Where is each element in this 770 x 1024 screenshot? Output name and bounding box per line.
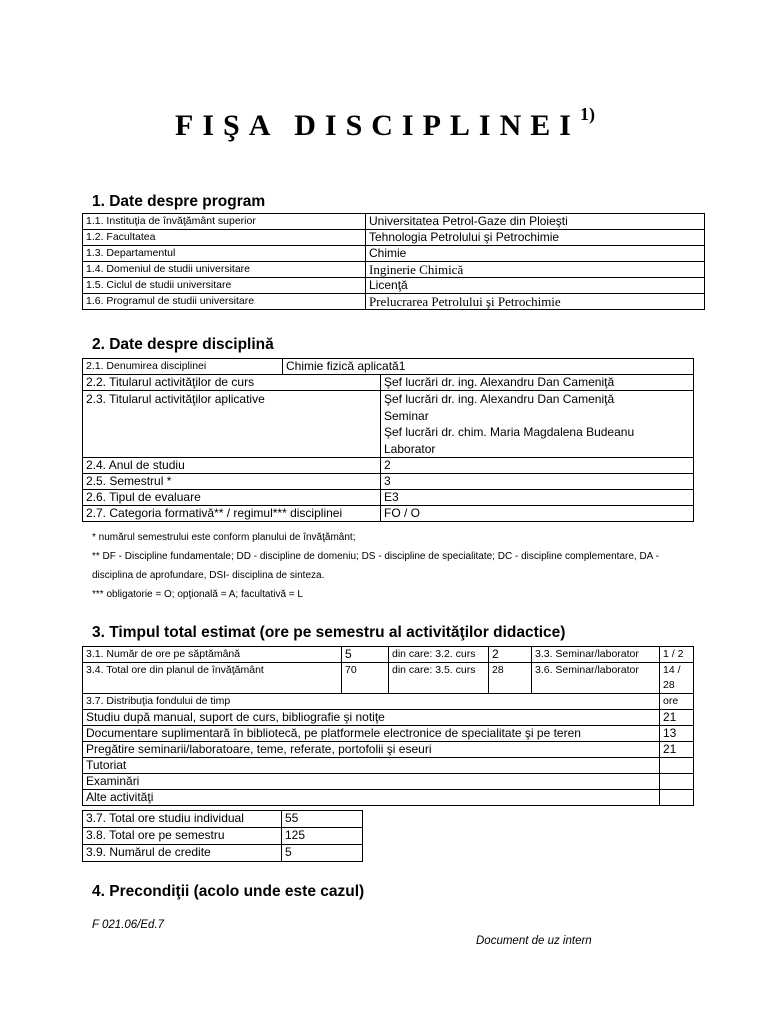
table-row: Pregătire seminarii/laboratoare, teme, referate, portofolii şi eseuri 21	[83, 742, 694, 758]
table-row: 2.3. Titularul activităţilor aplicative Şef lucrări dr. ing. Alexandru Dan Cameniţă Seminar Şef lucrări dr. chim. Maria Magdalena Budeanu Laborator	[83, 391, 694, 458]
program-table	[82, 213, 705, 310]
table-row: 1.2. Facultatea Tehnologia Petrolului şi Petrochimie	[83, 230, 705, 246]
form-code: F 021.06/Ed.7	[92, 919, 165, 931]
table-row: 3.8. Total ore pe semestru 125	[83, 828, 363, 845]
table-row: 1.6. Programul de studii universitare Prelucrarea Petrolului şi Petrochimie	[83, 294, 705, 310]
table-row: 3.1. Număr de ore pe săptămână 5 din care: 3.2. curs 2 3.3. Seminar/laborator 1 / 2	[83, 647, 694, 663]
table-row: 2.4. Anul de studiu 2	[83, 458, 694, 474]
table-row: Tutoriat	[83, 758, 694, 774]
table-row: 3.9. Numărul de credite 5	[83, 845, 363, 862]
table-row: Alte activităţi	[83, 790, 694, 806]
totals-table	[82, 810, 363, 862]
table-row: 1.4. Domeniul de studii universitare Inginerie Chimică	[83, 262, 705, 278]
footnotes: * numărul semestrului este conform planului de învăţământ; ** DF - Discipline fundamentale; DD - discipline de domeniu; DS - discipline de specialitate; DC - discipline complementare, DA - disciplina de aprofundare, DSI- disciplina de sinteza. *** obligatorie = O; opţională = A; facultativă = L	[92, 532, 659, 600]
table-row: 3.7. Distribuţia fondului de timp ore	[83, 694, 694, 710]
table-row: 1.1. Instituţia de învăţământ superior Universitatea Petrol-Gaze din Ploieşti	[83, 214, 705, 230]
section-4-heading: 4. Precondiţii (acolo unde este cazul)	[92, 883, 365, 900]
section-3-heading: 3. Timpul total estimat (ore pe semestru al activităţilor didactice)	[92, 624, 566, 641]
table-row: 1.3. Departamentul Chimie	[83, 246, 705, 262]
document-note: Document de uz intern	[476, 935, 592, 947]
table-row: 2.5. Semestrul * 3	[83, 474, 694, 490]
section-2-heading: 2. Date despre disciplină	[92, 336, 274, 353]
table-row: 3.7. Total ore studiu individual 55	[83, 811, 363, 828]
table-row: Documentare suplimentară în bibliotecă, pe platformele electronice de specialitate şi pe teren 13	[83, 726, 694, 742]
page-title: FIŞA DISCIPLINEI$^{1)}$	[175, 104, 595, 142]
table-row: 2.7. Categoria formativă** / regimul*** disciplinei FO / O	[83, 506, 694, 522]
table-row: Studiu după manual, suport de curs, bibliografie şi notiţe 21	[83, 710, 694, 726]
table-row: 2.2. Titularul activităţilor de curs Şef lucrări dr. ing. Alexandru Dan Cameniţă	[83, 375, 694, 391]
section-1-heading: 1. Date despre program	[92, 193, 266, 210]
table-row: 1.5. Ciclul de studii universitare Licenţă	[83, 278, 705, 294]
time-table	[82, 646, 694, 806]
table-row: 2.1. Denumirea disciplinei Chimie fizică aplicată1	[83, 359, 694, 375]
table-row: Examinări	[83, 774, 694, 790]
table-row: 2.6. Tipul de evaluare E3	[83, 490, 694, 506]
table-row: 3.4. Total ore din planul de învăţământ 70 din care: 3.5. curs 28 3.6. Seminar/laborator 14 / 28	[83, 663, 694, 694]
discipline-table	[82, 358, 694, 522]
